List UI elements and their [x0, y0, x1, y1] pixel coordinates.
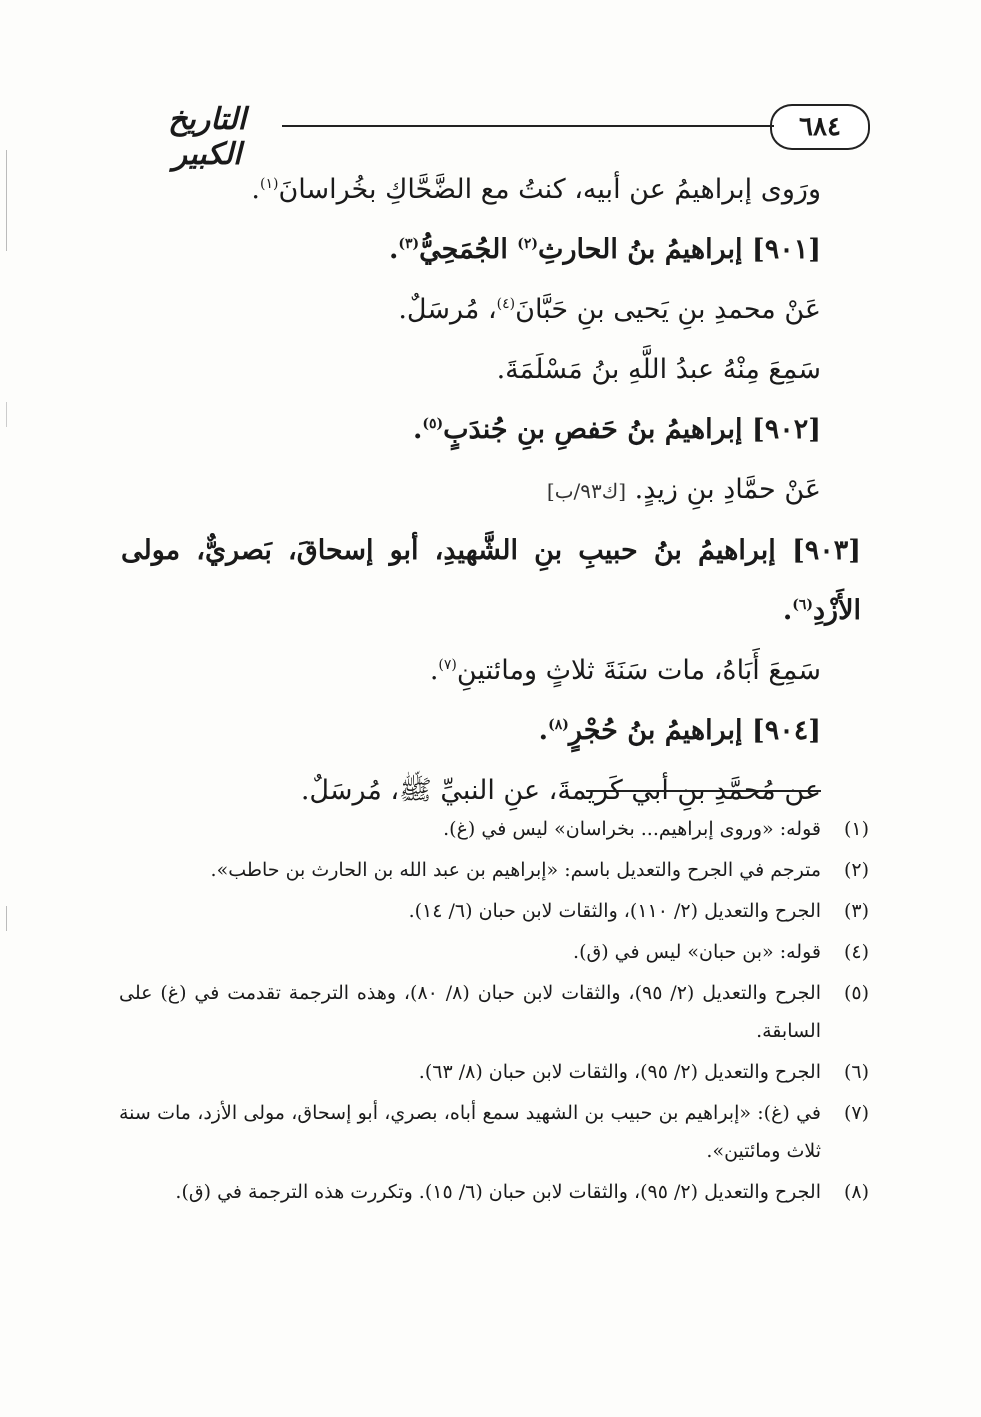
text-line-1: ورَوى إبراهيمُ عن أبيه، كنتُ مع الضَّحَّاكِ بخُراسانَ$^{(١)}$. — [251, 174, 821, 205]
main-text — [121, 160, 862, 821]
footnote-5 — [119, 974, 869, 1050]
footnote-8 — [119, 1173, 869, 1211]
scan-edge-marks — [6, 150, 7, 1410]
footnote-number: (٥) — [843, 982, 869, 1004]
footnote-number: (٧) — [843, 1102, 869, 1124]
footnote-text: مترجم في الجرح والتعديل باسم: «إبراهيم بن عبد الله بن الحارث بن حاطب». — [210, 859, 821, 881]
text-line-11: عن مُحمَّدِ بنِ أبي كَريمةَ، عنِ النبيِّ ﷺ، مُرسَلٌ. — [300, 775, 821, 806]
footnote-number: (٢) — [843, 859, 869, 881]
footnotes — [119, 810, 869, 1214]
footnote-number: (٦) — [843, 1061, 869, 1083]
footnote-1 — [119, 810, 869, 848]
footnote-marker[interactable]: (٨) — [548, 717, 569, 733]
footnote-text: الجرح والتعديل (٢/ ٩٥)، والثقات لابن حبان (٨/ ٦٣). — [418, 1061, 821, 1083]
footnote-separator — [586, 790, 821, 792]
footnote-text: الجرح والتعديل (٢/ ٩٥)، والثقات لابن حبان (٨/ ٨٠)، وهذه الترجمة تقدمت في (غ) على السابقة. — [119, 982, 821, 1042]
text-line-6: عَنْ حمَّادِ بنِ زيدٍ. [ك٩٣/ب] — [546, 474, 821, 505]
page-header — [132, 96, 870, 172]
text-line-3: عَنْ محمدِ بنِ يَحيى بنِ حَبَّانَ$^{(٤)}$، مُرسَلٌ. — [398, 294, 821, 325]
entry-number: [٩٠٤] — [751, 715, 821, 746]
manuscript-ref: [ك٩٣/ب] — [546, 479, 627, 503]
entry-number: [٩٠١] — [751, 234, 821, 265]
footnote-7 — [119, 1094, 869, 1170]
footnote-text: الجرح والتعديل (٢/ ٩٥)، والثقات لابن حبان (٦/ ١٥). وتكررت هذه الترجمة في (ق). — [175, 1181, 821, 1203]
footnote-marker[interactable]: (٥) — [422, 416, 444, 432]
page-number: ٦٨٤ — [799, 112, 841, 142]
page-number-badge — [770, 104, 870, 150]
footnote-3 — [119, 892, 869, 930]
book-title: التاريخ الكبير — [168, 102, 246, 172]
footnote-marker[interactable]: (٧) — [438, 657, 457, 673]
header-rule — [282, 125, 774, 127]
footnote-2 — [119, 851, 869, 889]
footnote-number: (٣) — [843, 900, 869, 922]
footnote-number: (٤) — [843, 941, 869, 963]
entry-901: [٩٠١] إبراهيمُ بنُ الحارثِ$^{(٢)}$ الجُمَحِيُّ$^{(٣)}$. — [388, 234, 821, 265]
text-line-4: سَمِعَ مِنْهُ عبدُ اللَّهِ بنُ مَسْلَمَةَ. — [496, 354, 821, 385]
footnote-text: قوله: «بن حبان» ليس في (ق). — [573, 941, 821, 963]
entry-904: [٩٠٤] إبراهيمُ بنُ حُجْرٍ$^{(٨)}$. — [538, 715, 821, 746]
footnote-text: قوله: «وروى إبراهيم... بخراسان» ليس في (غ). — [443, 818, 821, 840]
entry-902: [٩٠٢] إبراهيمُ بنُ حَفصِ بنِ جُندَبٍ$^{(٥)}$. — [412, 414, 821, 445]
entry-number: [٩٠٣] — [791, 535, 862, 566]
text-line-9: سَمِعَ أَبَاهُ، مات سَنَةَ ثلاثٍ ومائتينِ$^{(٧)}$. — [429, 655, 821, 686]
entry-903: [٩٠٣] إبراهيمُ بنُ حبيبِ بنِ الشَّهيدِ، أبو إسحاقَ، بَصريٌّ، مولى الأَزْدِ$^{(٦)}$. — [121, 535, 862, 626]
footnote-text: في (غ): «إبراهيم بن حبيب بن الشهيد سمع أباه، بصري، أبو إسحاق، مولى الأزد، مات سنة ثلاث ومائتين». — [119, 1102, 821, 1162]
footnote-marker[interactable]: (٣) — [398, 236, 420, 252]
footnote-marker[interactable]: (١) — [260, 176, 279, 192]
footnote-4 — [119, 933, 869, 971]
entry-number: [٩٠٢] — [751, 414, 821, 445]
footnote-text: الجرح والتعديل (٢/ ١١٠)، والثقات لابن حبان (٦/ ١٤). — [408, 900, 821, 922]
footnote-6 — [119, 1053, 869, 1091]
footnote-marker[interactable]: (٦) — [792, 597, 814, 613]
footnote-number: (١) — [843, 818, 869, 840]
footnote-marker[interactable]: (٢) — [517, 236, 539, 252]
footnote-number: (٨) — [843, 1181, 869, 1203]
footnote-marker[interactable]: (٤) — [496, 296, 516, 312]
